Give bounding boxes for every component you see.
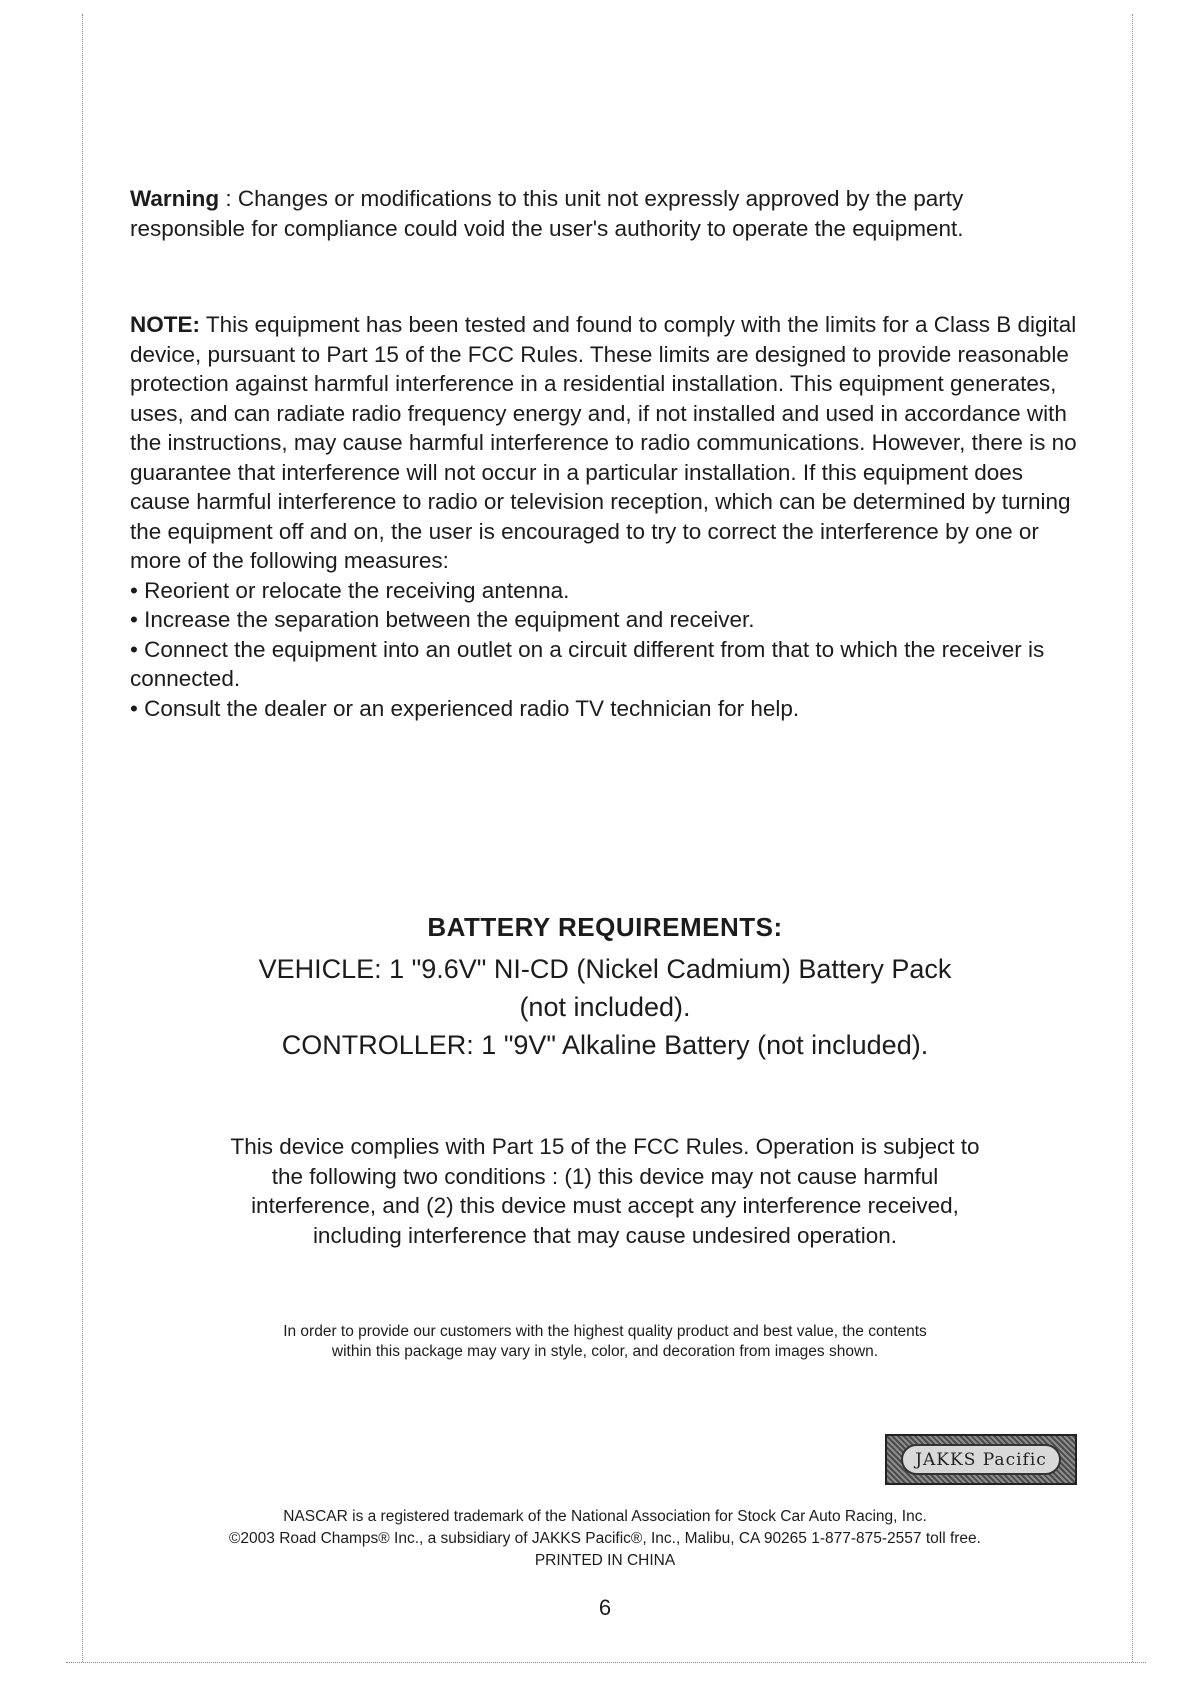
bullet-item: • Increase the separation between the equipment and receiver. xyxy=(130,607,755,632)
warning-paragraph xyxy=(130,184,1080,243)
battery-vehicle-note: (not included). xyxy=(519,992,691,1022)
bullet-item: • Connect the equipment into an outlet on a circuit different from that to which the receiver is connected. xyxy=(130,636,1045,691)
logo-text: JAKKS Pacific xyxy=(901,1444,1061,1475)
note-text: This equipment has been tested and found to comply with the limits for a Class B digital device, pursuant to Part 15 of the FCC Rules. These limits are designed to provide reasonable protection against harmful interference in a residential installation. This equipment generates, uses, and can radiate radio frequency energy and, if not installed and used in accordance with the instructions, may cause harmful interference to radio communications. However, there is no guarantee that interference will not occur in a particular installation. If this equipment does cause harmful interference to radio or television reception, which can be determined by turning the equipment off and on, the user is encouraged to try to correct the interference by one or more of the following measures: xyxy=(130,312,1077,573)
fcc-line: This device complies with Part 15 of the FCC Rules. Operation is subject to xyxy=(230,1134,980,1159)
battery-requirements-lines xyxy=(130,950,1080,1064)
warning-text: : Changes or modifications to this unit not expressly approved by the party responsible for compliance could void the user's authority to operate the equipment. xyxy=(130,186,964,241)
battery-requirements-heading: BATTERY REQUIREMENTS: xyxy=(427,912,783,942)
jakks-pacific-logo xyxy=(885,1434,1077,1485)
footer-trademark-line: NASCAR is a registered trademark of the National Association for Stock Car Auto Racing, Inc. xyxy=(283,1508,927,1525)
warning-label: Warning xyxy=(130,186,220,211)
footer xyxy=(130,1506,1080,1572)
page-number: 6 xyxy=(598,1595,612,1620)
note-label: NOTE: xyxy=(130,312,200,337)
bullet-item: • Consult the dealer or an experienced radio TV technician for help. xyxy=(130,695,800,721)
footer-printed-line: PRINTED IN CHINA xyxy=(534,1552,676,1569)
bullet-item: • Reorient or relocate the receiving antenna. xyxy=(130,577,570,603)
note-section xyxy=(130,310,1080,723)
fcc-line: interference, and (2) this device must accept any interference received, xyxy=(251,1193,959,1218)
footer-copyright-line: ©2003 Road Champs® Inc., a subsidiary of JAKKS Pacific®, Inc., Malibu, CA 90265 1-877-875-2557 toll free. xyxy=(229,1530,981,1547)
disclaimer-line: In order to provide our customers with the highest quality product and best value, the contents xyxy=(283,1323,927,1340)
page-border-right xyxy=(1132,14,1133,1662)
page-border-left xyxy=(82,14,83,1662)
fcc-compliance-statement xyxy=(130,1132,1080,1250)
page-border-bottom xyxy=(66,1662,1146,1663)
battery-controller-line: CONTROLLER: 1 "9V" Alkaline Battery (not included). xyxy=(281,1030,929,1060)
fcc-line: including interference that may cause undesired operation. xyxy=(312,1222,898,1248)
product-disclaimer xyxy=(130,1322,1080,1362)
fcc-line: the following two conditions : (1) this device may not cause harmful xyxy=(271,1163,939,1189)
battery-vehicle-line: VEHICLE: 1 "9.6V" NI-CD (Nickel Cadmium) Battery Pack xyxy=(258,954,952,984)
disclaimer-line: within this package may vary in style, color, and decoration from images shown. xyxy=(331,1343,879,1360)
